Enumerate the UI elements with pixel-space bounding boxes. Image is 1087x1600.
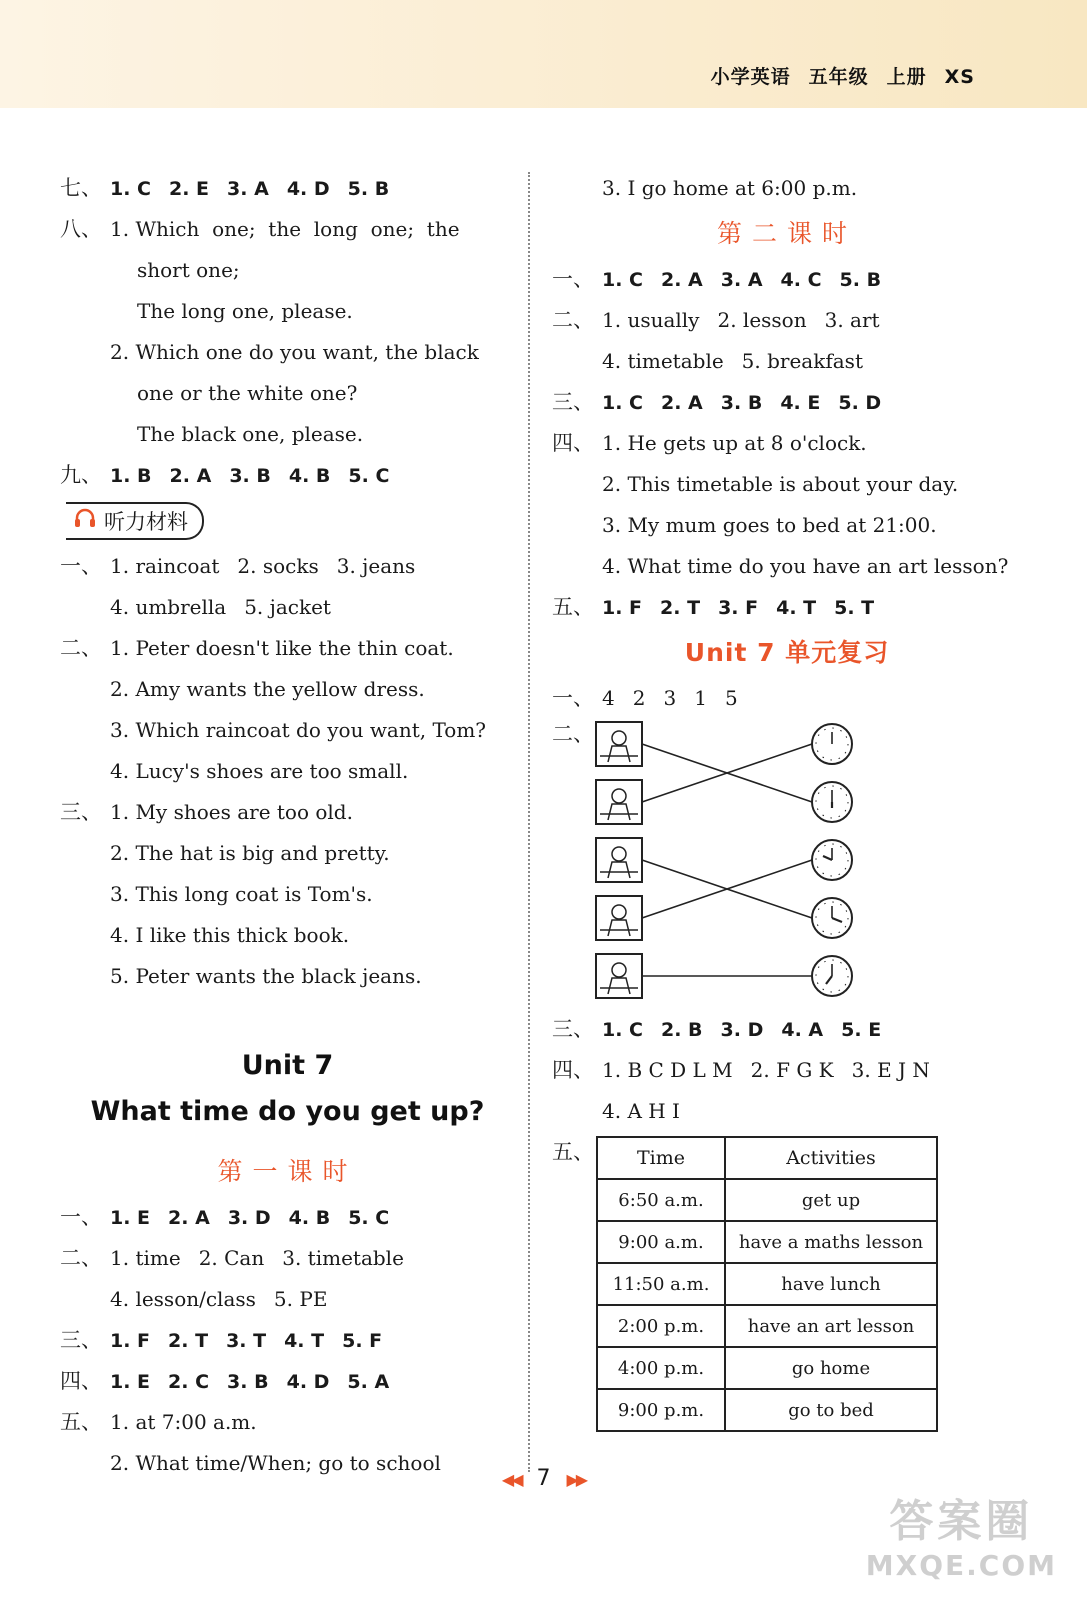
table-row: 11:50 a.m. have lunch [597, 1263, 937, 1305]
table-row: 9:00 p.m. go to bed [597, 1389, 937, 1431]
answer-line: one or the white one? [137, 381, 358, 405]
answer-row-r5: 五、 1. F 2. T 3. F 4. T 5. T [552, 595, 875, 619]
answer-row-l2: 二、 1. Peter doesn't like the thin coat. [60, 636, 454, 660]
header-volume: 上册 [886, 66, 927, 88]
table-row: 2:00 p.m. have an art lesson [597, 1305, 937, 1347]
answer-row-r2: 二、 1. usually 2. lesson 3. art [552, 308, 880, 332]
answer-row-v5: 五、 Time Activities 6:50 a.m. get up 9:00 a.m. have a maths lesson 11:50 a.m. have lunch 2:00 p.m. have an art lesson 4:00 p.m. go home 9:00 p.m. go to bed [552, 1136, 1022, 1432]
table-row: 4:00 p.m. go home [597, 1347, 937, 1389]
answer-line: 3. This long coat is Tom's. [110, 882, 373, 906]
answer-row-s5: 五、 1. at 7:00 a.m. [60, 1410, 257, 1434]
answer-line: 2. What time/When; go to school [110, 1451, 441, 1475]
answer-row-s4: 四、 1. E 2. C 3. B 4. D 5. A [60, 1369, 390, 1393]
answer-row-l3: 三、 1. My shoes are too old. [60, 800, 353, 824]
answer-row-s1: 一、 1. E 2. A 3. D 4. B 5. C [60, 1205, 390, 1229]
headphones-icon [74, 508, 96, 534]
next-arrows-icon: ▶▶ [566, 1470, 586, 1489]
lesson-heading: 第二课时 [716, 219, 857, 248]
answer-row-q9: 九、 1. B 2. A 3. B 4. B 5. C [60, 463, 390, 487]
answer-line: short one; [137, 258, 240, 282]
answer-line: 2. The hat is big and pretty. [110, 841, 390, 865]
answer-line: 4. lesson/class 5. PE [110, 1287, 328, 1311]
answer-line: 4. timetable 5. breakfast [602, 349, 863, 373]
answer-line: 4. A H I [602, 1099, 680, 1123]
table-row: 6:50 a.m. get up [597, 1179, 937, 1221]
column-divider [528, 172, 530, 1472]
watermark: 答案圈 MXQE.COM [865, 1496, 1057, 1582]
answer-line: The long one, please. [137, 299, 353, 323]
activity-picture [596, 954, 642, 998]
answer-line: 2. Amy wants the yellow dress. [110, 677, 425, 701]
header-edition: XS [944, 66, 975, 88]
answer-row-r3: 三、 1. C 2. A 3. B 4. E 5. D [552, 390, 882, 414]
answer-line: 4. I like this thick book. [110, 923, 350, 947]
activity-picture [596, 722, 642, 766]
unit-subtitle: What time do you get up? [90, 1096, 485, 1127]
answer-row-v4: 四、 1. B C D L M 2. F G K 3. E J N [552, 1058, 930, 1082]
answer-line: 3. My mum goes to bed at 21:00. [602, 513, 937, 537]
right-column [552, 168, 1022, 1432]
answer-row-v3: 三、 1. C 2. B 3. D 4. A 5. E [552, 1017, 882, 1041]
answer-line: 5. Peter wants the black jeans. [110, 964, 422, 988]
table-row: 9:00 a.m. have a maths lesson [597, 1221, 937, 1263]
answer-line: 2. Which one do you want, the black [110, 340, 479, 364]
header-subject: 小学英语 [710, 66, 791, 88]
answer-row-l1: 一、 1. raincoat 2. socks 3. jeans [60, 554, 416, 578]
answer-line: 3. Which raincoat do you want, Tom? [110, 718, 487, 742]
review-heading: Unit 7 单元复习 [684, 638, 890, 667]
answer-row-v1: 一、 4 2 3 1 5 [552, 686, 738, 710]
answer-line: The black one, please. [137, 422, 364, 446]
answer-line: 4. What time do you have an art lesson? [602, 554, 1009, 578]
table-header: Activities [725, 1137, 937, 1179]
answer-line: 3. I go home at 6:00 p.m. [602, 176, 858, 200]
unit-title: Unit 7 [241, 1050, 334, 1081]
lesson-heading: 第一课时 [217, 1157, 358, 1186]
matching-exercise: 二、 [552, 719, 1022, 1009]
answer-row-r4: 四、 1. He gets up at 8 o'clock. [552, 431, 867, 455]
activity-picture [596, 838, 642, 882]
answer-row-s2: 二、 1. time 2. Can 3. timetable [60, 1246, 404, 1270]
prev-arrows-icon: ◀◀ [501, 1470, 521, 1489]
page-number: 7 [536, 1466, 551, 1491]
matching-diagram [592, 719, 892, 1009]
answer-line: 4. Lucy's shoes are too small. [110, 759, 409, 783]
table-header: Time [597, 1137, 725, 1179]
listening-material-tag: 听力材料 [66, 502, 204, 540]
activity-picture [596, 780, 642, 824]
answer-line: 2. This timetable is about your day. [602, 472, 959, 496]
answer-line: 4. umbrella 5. jacket [110, 595, 331, 619]
answer-row-q7: 七、 1. C 2. E 3. A 4. D 5. B [60, 176, 390, 200]
left-column [60, 168, 515, 1484]
book-header [693, 62, 975, 89]
header-band [0, 0, 1087, 108]
answer-row-q8: 八、 1. Which one; the long one; the [60, 217, 460, 241]
activity-picture [596, 896, 642, 940]
answer-row-s3: 三、 1. F 2. T 3. T 4. T 5. F [60, 1328, 383, 1352]
timetable-table [596, 1136, 938, 1432]
header-grade: 五年级 [808, 66, 869, 88]
answer-row-r1: 一、 1. C 2. A 3. A 4. C 5. B [552, 267, 882, 291]
